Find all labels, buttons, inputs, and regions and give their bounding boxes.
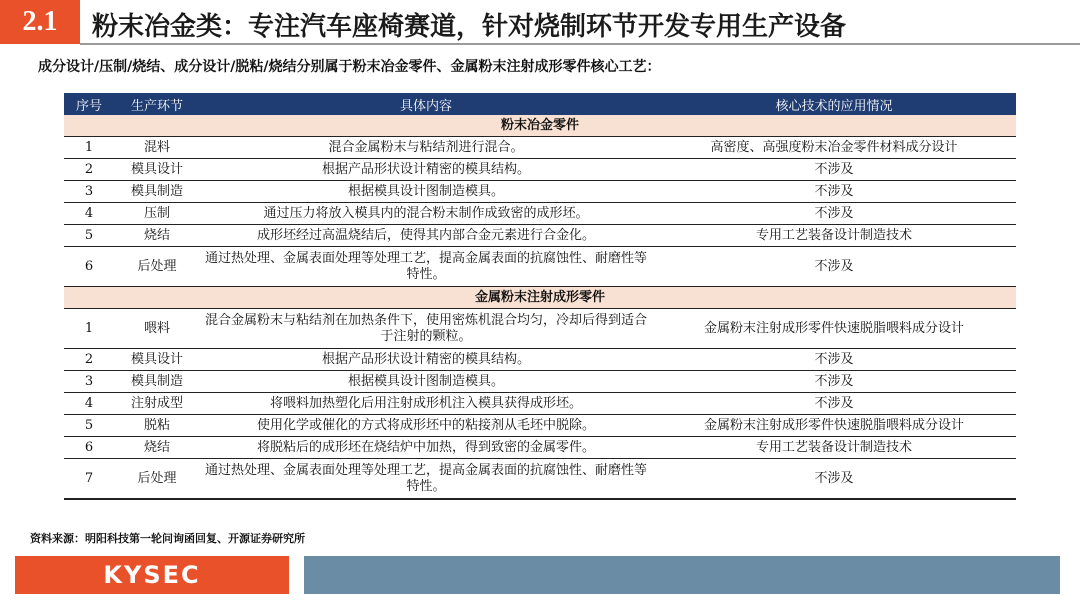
column-header-stage: 生产环节 [114,93,200,115]
cell-no: 1 [64,309,114,349]
table-row [64,393,1016,415]
cell-content: 通过热处理、金属表面处理等处理工艺，提高金属表面的抗腐蚀性、耐磨性等特性。 [200,459,652,500]
cell-no: 5 [64,225,114,247]
section-number-badge: 2.1 [0,0,80,44]
table-row [64,159,1016,181]
section-title: 金属粉末注射成形零件 [64,287,1016,309]
table-row [64,415,1016,437]
cell-no: 2 [64,349,114,371]
cell-tech: 金属粉末注射成形零件快速脱脂喂料成分设计 [652,309,1016,349]
cell-stage: 后处理 [114,459,200,500]
cell-stage: 注射成型 [114,393,200,415]
cell-content: 通过热处理、金属表面处理等处理工艺，提高金属表面的抗腐蚀性、耐磨性等特性。 [200,247,652,287]
page-title: 粉末冶金类：专注汽车座椅赛道，针对烧制环节开发专用生产设备 [92,11,847,42]
column-header-tech: 核心技术的应用情况 [652,93,1016,115]
cell-tech: 不涉及 [652,247,1016,287]
table-row [64,459,1016,500]
table-header-row [64,93,1016,115]
cell-no: 6 [64,437,114,459]
table-row [64,203,1016,225]
cell-no: 4 [64,203,114,225]
cell-stage: 烧结 [114,437,200,459]
cell-tech: 金属粉末注射成形零件快速脱脂喂料成分设计 [652,415,1016,437]
cell-content: 根据模具设计图制造模具。 [200,371,652,393]
cell-stage: 模具设计 [114,349,200,371]
table-row [64,181,1016,203]
cell-no: 2 [64,159,114,181]
table-row [64,309,1016,349]
cell-no: 1 [64,137,114,159]
column-header-no: 序号 [64,93,114,115]
cell-tech: 专用工艺装备设计制造技术 [652,437,1016,459]
table-row [64,349,1016,371]
cell-stage: 模具制造 [114,371,200,393]
cell-content: 根据产品形状设计精密的模具结构。 [200,349,652,371]
cell-stage: 后处理 [114,247,200,287]
cell-no: 4 [64,393,114,415]
table-row [64,437,1016,459]
cell-no: 5 [64,415,114,437]
cell-stage: 压制 [114,203,200,225]
footer-bar [304,556,1060,594]
cell-content: 根据模具设计图制造模具。 [200,181,652,203]
process-table [64,93,1016,500]
table-row [64,247,1016,287]
kysec-logo: KYSEC [15,556,289,594]
cell-tech: 不涉及 [652,181,1016,203]
cell-content: 使用化学或催化的方式将成形坯中的粘接剂从毛坯中脱除。 [200,415,652,437]
table-caption: 成分设计/压制/烧结、成分设计/脱粘/烧结分别属于粉末冶金零件、金属粉末注射成形零件核心工艺： [38,59,661,75]
section-title: 粉末冶金零件 [64,115,1016,137]
cell-tech: 不涉及 [652,203,1016,225]
cell-content: 通过压力将放入模具内的混合粉末制作成致密的成形坯。 [200,203,652,225]
cell-content: 成形坯经过高温烧结后，使得其内部合金元素进行合金化。 [200,225,652,247]
cell-stage: 喂料 [114,309,200,349]
cell-stage: 混料 [114,137,200,159]
table-row [64,137,1016,159]
cell-stage: 模具制造 [114,181,200,203]
cell-content: 混合金属粉末与粘结剂进行混合。 [200,137,652,159]
cell-tech: 不涉及 [652,349,1016,371]
cell-stage: 脱粘 [114,415,200,437]
cell-stage: 烧结 [114,225,200,247]
section-row-powder-metallurgy [64,115,1016,137]
table-row [64,371,1016,393]
cell-tech: 不涉及 [652,393,1016,415]
title-divider [80,43,1080,45]
cell-no: 7 [64,459,114,500]
column-header-content: 具体内容 [200,93,652,115]
table-row [64,225,1016,247]
cell-stage: 模具设计 [114,159,200,181]
cell-tech: 不涉及 [652,459,1016,500]
cell-no: 6 [64,247,114,287]
cell-content: 根据产品形状设计精密的模具结构。 [200,159,652,181]
cell-content: 混合金属粉末与粘结剂在加热条件下，使用密炼机混合均匀，冷却后得到适合于注射的颗粒。 [200,309,652,349]
cell-tech: 专用工艺装备设计制造技术 [652,225,1016,247]
section-row-metal-injection-molding [64,287,1016,309]
source-note: 资料来源：明阳科技第一轮问询函回复、开源证券研究所 [30,532,305,545]
cell-content: 将脱粘后的成形坯在烧结炉中加热，得到致密的金属零件。 [200,437,652,459]
cell-tech: 不涉及 [652,159,1016,181]
cell-tech: 高密度、高强度粉末冶金零件材料成分设计 [652,137,1016,159]
cell-no: 3 [64,181,114,203]
cell-tech: 不涉及 [652,371,1016,393]
cell-content: 将喂料加热塑化后用注射成形机注入模具获得成形坯。 [200,393,652,415]
cell-no: 3 [64,371,114,393]
